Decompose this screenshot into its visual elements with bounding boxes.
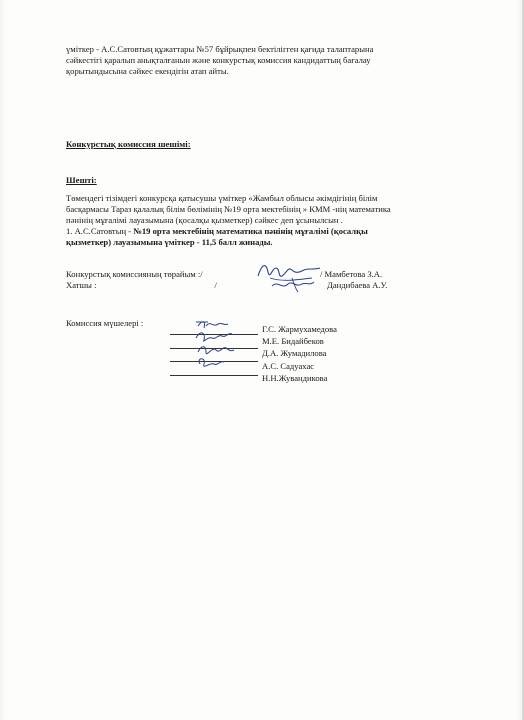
intro-line: үміткер - А.С.Сатовтың құжаттары №57 бұйрықпен бектілігген қағида талаптарына — [66, 44, 374, 54]
member-names — [262, 323, 337, 384]
commission-decision-heading: Конкурстық комиссия шешімі: — [66, 139, 191, 149]
decision-line: басқармасы Тараз қалалық білім бөлімінің №19 орта мектебінің » КММ -нің математика — [66, 204, 391, 214]
decision-item-prefix: 1. А.С.Сатовтың - — [66, 226, 134, 236]
decision-line: пәнінің мұғалімі лауазымына (қосалқы қызметкер) сәйкес деп ұсынылсын . — [66, 215, 343, 225]
chair-name: / Мамбетова З.А. — [320, 269, 383, 279]
chair-label: Конкурстық комиссияның төрайым :/ — [66, 269, 203, 279]
intro-line: қорытындысына сәйкес екендігін атап айты. — [66, 66, 229, 76]
decision-heading: Шешті: — [66, 175, 97, 185]
member-name: М.Е. Бидайбеков — [262, 336, 324, 347]
signature-labels — [66, 269, 217, 291]
member-signatures — [192, 318, 256, 376]
decision-paragraph — [66, 193, 391, 248]
decision-item-bold: №19 орта мектебінің математика пәнінің мұғалімі (қосалқы — [133, 226, 368, 236]
intro-paragraph — [66, 44, 373, 77]
member-name: Д.А. Жумадилова — [262, 348, 327, 359]
secretary-name: Дандибаева А.У. — [327, 280, 388, 290]
decision-item — [66, 226, 391, 237]
decision-line: Төмендегі тізімдегі конкурсқа қатысушы үміткер «Жамбыл облысы әкімдігінің білім — [66, 193, 378, 203]
member-name: А.С. Садуахас — [262, 360, 315, 371]
decision-item-bold-cont: қызметкер) лауазымына үміткер - 11,5 балл жинады. — [66, 237, 273, 247]
members-label: Комиссия мүшелері : — [66, 318, 144, 328]
secretary-label-row — [66, 280, 217, 291]
secretary-slash: / — [214, 280, 217, 290]
chair-signature — [252, 258, 324, 294]
member-name: Н.Н.Жувандикова — [262, 372, 328, 383]
intro-line: сәйкестігі қаралып анықталғанын және конкурстық комиссия кандидаттың бағалау — [66, 55, 371, 65]
secretary-label: Хатшы : — [66, 280, 97, 290]
signature-names — [320, 269, 387, 291]
member-name: Г.С. Жармухамедова — [262, 324, 337, 334]
